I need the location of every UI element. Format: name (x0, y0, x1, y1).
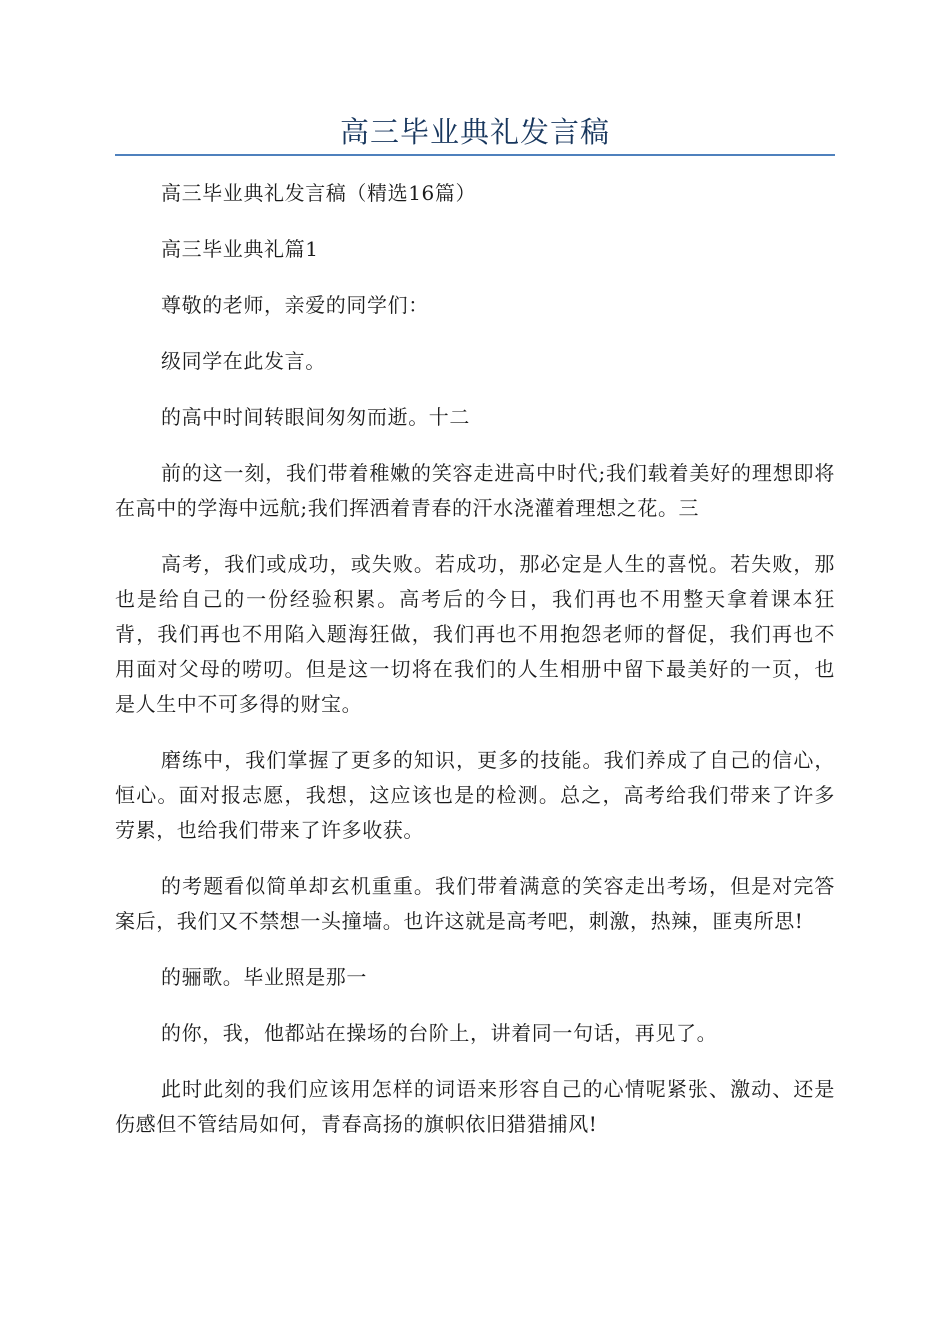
paragraph: 高考，我们或成功，或失败。若成功，那必定是人生的喜悦。若失败，那也是给自己的一份经验积累。高考后的今日，我们再也不用整天拿着课本狂背，我们再也不用陷入题海狂做，我们再也不用抱怨老师的督促，我们再也不用面对父母的唠叨。但是这一切将在我们的人生相册中留下最美好的一页，也是人生中不可多得的财宝。 (115, 552, 835, 716)
title-underline (115, 154, 835, 156)
paragraph: 级同学在此发言。 (161, 349, 326, 373)
paragraph: 的高中时间转眼间匆匆而逝。十二 (161, 405, 470, 429)
paragraph: 前的这一刻，我们带着稚嫩的笑容走进高中时代;我们载着美好的理想即将在高中的学海中远航;我们挥洒着青春的汗水浇灌着理想之花。三 (115, 461, 835, 520)
paragraph: 磨练中，我们掌握了更多的知识，更多的技能。我们养成了自己的信心，恒心。面对报志愿，我想，这应该也是的检测。总之，高考给我们带来了许多劳累，也给我们带来了许多收获。 (115, 748, 835, 842)
paragraph-section-heading: 高三毕业典礼篇1 (161, 237, 319, 261)
paragraph: 的你，我，他都站在操场的台阶上，讲着同一句话，再见了。 (161, 1021, 718, 1045)
paragraph-salutation: 尊敬的老师，亲爱的同学们： (161, 293, 429, 317)
document-body (115, 176, 835, 1163)
document-title: 高三毕业典礼发言稿 (339, 115, 610, 149)
paragraph-subtitle: 高三毕业典礼发言稿（精选16篇） (161, 181, 477, 205)
paragraph: 此时此刻的我们应该用怎样的词语来形容自己的心情呢紧张、激动、还是伤感但不管结局如何，青春高扬的旗帜依旧猎猎捕风! (115, 1077, 835, 1136)
paragraph: 的骊歌。毕业照是那一 (161, 965, 367, 989)
paragraph: 的考题看似简单却玄机重重。我们带着满意的笑容走出考场，但是对完答案后，我们又不禁想一头撞墙。也许这就是高考吧，刺激，热辣，匪夷所思! (115, 874, 835, 933)
